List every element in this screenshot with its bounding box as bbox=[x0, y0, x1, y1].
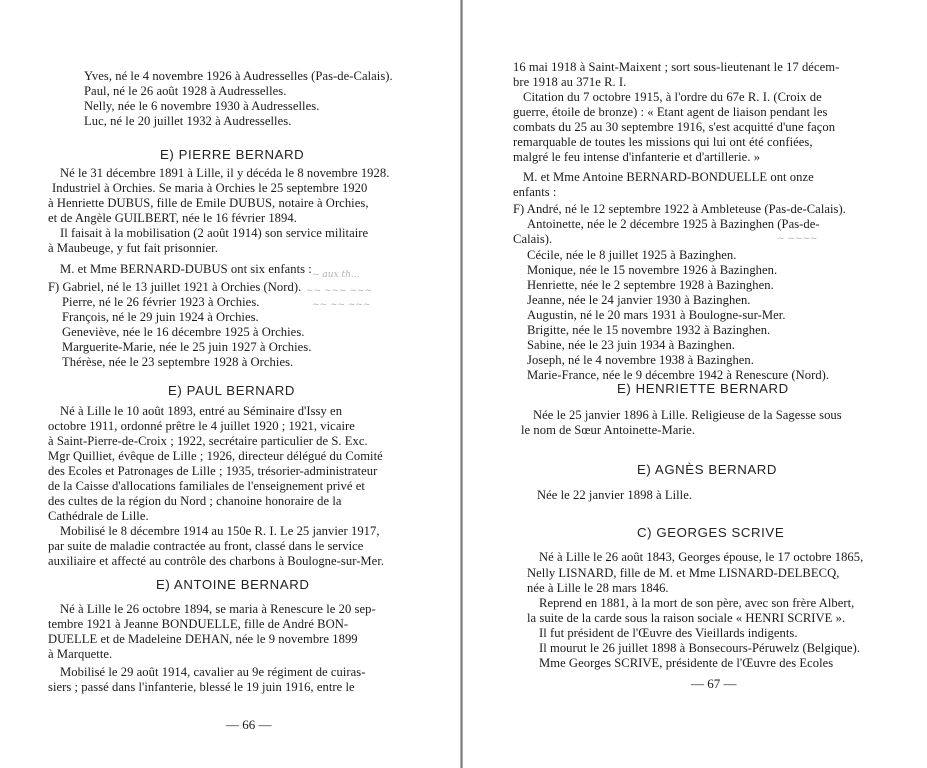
children-intro: M. et Mme Antoine BERNARD-BONDUELLE ont onze bbox=[523, 170, 814, 184]
child-entry: Marie-France, née le 9 décembre 1942 à Renescure (Nord). bbox=[527, 368, 830, 382]
child-entry: Monique, née le 15 novembre 1926 à Bazinghen. bbox=[527, 263, 778, 277]
page-number: — 66 — bbox=[226, 717, 272, 732]
paragraph-line: la suite de la carde sous la raison sociale « HENRI SCRIVE ». bbox=[527, 611, 846, 625]
child-entry: Joseph, né le 4 novembre 1938 à Bazinghen. bbox=[527, 353, 754, 367]
paragraph-line: des Ecoles et Patronages de Lille ; 1935, trésorier-administrateur bbox=[48, 464, 378, 478]
paragraph-line: Née le 25 janvier 1896 à Lille. Religieuse de la Sagesse sous bbox=[533, 408, 842, 422]
paragraph-line: Il fut président de l'Œuvre des Vieillards indigents. bbox=[539, 626, 798, 640]
child-entry: Calais). bbox=[513, 232, 553, 246]
paragraph-line: à Saint-Pierre-de-Croix ; 1922, secrétaire particulier de S. Exc. bbox=[48, 434, 368, 448]
child-entry: Sabine, née le 23 juin 1934 à Bazinghen. bbox=[527, 338, 735, 352]
paragraph-line: combats du 25 au 30 septembre 1916, s'est acquitté d'une façon bbox=[513, 120, 836, 134]
child-entry: Antoinette, née le 2 décembre 1925 à Bazinghen (Pas-de- bbox=[527, 217, 820, 231]
child-entry: Thérèse, née le 23 septembre 1928 à Orchies. bbox=[62, 355, 294, 369]
paragraph-line: le nom de Sœur Antoinette-Marie. bbox=[521, 423, 696, 437]
paragraph-line: octobre 1911, ordonné prêtre le 4 juillet 1920 ; 1921, vicaire bbox=[48, 419, 355, 433]
paragraph-line: par suite de maladie contractée au front, classé dans le service bbox=[48, 539, 364, 553]
paragraph-line: Mme Georges SCRIVE, présidente de l'Œuvre des Ecoles bbox=[539, 656, 834, 670]
section-heading-agnes: E) AGNÈS BERNARD bbox=[637, 462, 778, 477]
child-entry: F) Gabriel, né le 13 juillet 1921 à Orchies (Nord). bbox=[48, 280, 302, 294]
child-entry: Geneviève, née le 16 décembre 1925 à Orchies. bbox=[62, 325, 305, 339]
paragraph-line: née à Lille le 28 mars 1846. bbox=[527, 581, 669, 595]
section-heading-paul: E) PAUL BERNARD bbox=[168, 383, 295, 398]
paragraph-line: Né à Lille le 10 août 1893, entré au Séminaire d'Issy en bbox=[60, 404, 343, 418]
paragraph-line: auxiliaire et affecté au contrôle des charbons à Boulogne-sur-Mer. bbox=[48, 554, 385, 568]
page-number: — 67 — bbox=[691, 676, 737, 691]
child-entry: F) André, né le 12 septembre 1922 à Ambleteuse (Pas-de-Calais). bbox=[513, 202, 846, 216]
paragraph-line: bre 1918 au 371e R. I. bbox=[513, 75, 627, 89]
paragraph-line: à Maubeuge, y fut fait prisonnier. bbox=[48, 241, 218, 255]
paragraph-line: de la Caisse d'allocations familiales de l'enseignement privé et bbox=[48, 479, 365, 493]
children-intro: M. et Mme BERNARD-DUBUS ont six enfants : bbox=[60, 262, 312, 276]
child-entry: Pierre, né le 26 février 1923 à Orchies. bbox=[62, 295, 260, 309]
child-entry: Cécile, née le 8 juillet 1925 à Bazinghen. bbox=[527, 248, 737, 262]
paragraph-line: Citation du 7 octobre 1915, à l'ordre du 67e R. I. (Croix de bbox=[523, 90, 822, 104]
paragraph-line: et de Angèle GUILBERT, née le 16 février 1894. bbox=[48, 211, 297, 225]
child-entry: Yves, né le 4 novembre 1926 à Audresselles (Pas-de-Calais). bbox=[84, 69, 393, 83]
section-heading-pierre: E) PIERRE BERNARD bbox=[160, 147, 305, 162]
paragraph-line: des cultes de la région du Nord ; chanoine honoraire de la bbox=[48, 494, 342, 508]
child-entry: Augustin, né le 20 mars 1931 à Boulogne-sur-Mer. bbox=[527, 308, 786, 322]
children-intro: enfants : bbox=[513, 185, 557, 199]
child-entry: Brigitte, née le 15 novembre 1932 à Bazinghen. bbox=[527, 323, 771, 337]
child-entry: Paul, né le 26 août 1928 à Audresselles. bbox=[84, 84, 287, 98]
paragraph-line: remarquable de toutes les missions qui lui ont été confiées, bbox=[513, 135, 813, 149]
paragraph-line: Mobilisé le 8 décembre 1914 au 150e R. I. Le 25 janvier 1917, bbox=[60, 524, 380, 538]
paragraph-line: Nelly LISNARD, fille de M. et Mme LISNARD-DELBECQ, bbox=[527, 566, 840, 580]
child-entry: Nelly, née le 6 novembre 1930 à Audresselles. bbox=[84, 99, 320, 113]
paragraph-line: Né à Lille le 26 octobre 1894, se maria à Renescure le 20 sep- bbox=[60, 602, 376, 616]
handwritten-note: ~~ ~~ ~~~ bbox=[312, 300, 371, 310]
section-heading-antoine: E) ANTOINE BERNARD bbox=[156, 577, 310, 592]
child-entry: Marguerite-Marie, née le 25 juin 1927 à Orchies. bbox=[62, 340, 312, 354]
child-entry: Luc, né le 20 juillet 1932 à Audresselles. bbox=[84, 114, 292, 128]
paragraph-line: Né le 31 décembre 1891 à Lille, il y décéda le 8 novembre 1928. bbox=[60, 166, 390, 180]
section-heading-henriette: E) HENRIETTE BERNARD bbox=[617, 381, 789, 396]
paragraph-line: Né à Lille le 26 août 1843, Georges épouse, le 17 octobre 1865, bbox=[539, 550, 864, 564]
paragraph-line: à Marquette. bbox=[48, 647, 113, 661]
paragraph-line: siers ; passé dans l'infanterie, blessé le 19 juin 1916, entre le bbox=[48, 680, 355, 694]
paragraph-line: à Henriette DUBUS, fille de Emile DUBUS, notaire à Orchies, bbox=[48, 196, 369, 210]
paragraph-line: Mobilisé le 29 août 1914, cavalier au 9e régiment de cuiras- bbox=[60, 665, 366, 679]
paragraph-line: Reprend en 1881, à la mort de son père, avec son frère Albert, bbox=[539, 596, 855, 610]
paragraph-line: guerre, étoile de bronze) : « Etant agent de liaison pendant les bbox=[513, 105, 828, 119]
child-entry: Jeanne, née le 24 janvier 1930 à Bazinghen. bbox=[527, 293, 751, 307]
left-page bbox=[0, 0, 463, 768]
child-entry: François, né le 29 juin 1924 à Orchies. bbox=[62, 310, 259, 324]
paragraph-line: Mgr Quilliet, évêque de Lille ; 1926, directeur délégué du Comité bbox=[48, 449, 383, 463]
section-heading-georges: C) GEORGES SCRIVE bbox=[637, 525, 785, 540]
paragraph-line: Il faisait à la mobilisation (2 août 1914) son service militaire bbox=[60, 226, 369, 240]
paragraph-line: malgré le feu intense d'infanterie et d'artillerie. » bbox=[513, 150, 761, 164]
right-page bbox=[465, 0, 927, 768]
handwritten-note: ~ ~~~~ bbox=[777, 234, 818, 244]
paragraph-line: tembre 1921 à Jeanne BONDUELLE, fille de André BON- bbox=[48, 617, 349, 631]
handwritten-note: ~ aux th... bbox=[312, 270, 360, 280]
paragraph-line: Il mourut le 26 juillet 1898 à Bonsecours-Péruwelz (Belgique). bbox=[539, 641, 861, 655]
paragraph-line: Industriel à Orchies. Se maria à Orchies le 25 septembre 1920 bbox=[52, 181, 368, 195]
paragraph-line: Cathédrale de Lille. bbox=[48, 509, 149, 523]
paragraph-line: DUELLE et de Madeleine DEHAN, née le 9 novembre 1899 bbox=[48, 632, 358, 646]
paragraph-line: Née le 22 janvier 1898 à Lille. bbox=[537, 488, 693, 502]
child-entry: Henriette, née le 2 septembre 1928 à Bazinghen. bbox=[527, 278, 774, 292]
handwritten-note: ~~ ~~~ ~~~ bbox=[306, 286, 373, 296]
paragraph-line: 16 mai 1918 à Saint-Maixent ; sort sous-lieutenant le 17 décem- bbox=[513, 60, 840, 74]
